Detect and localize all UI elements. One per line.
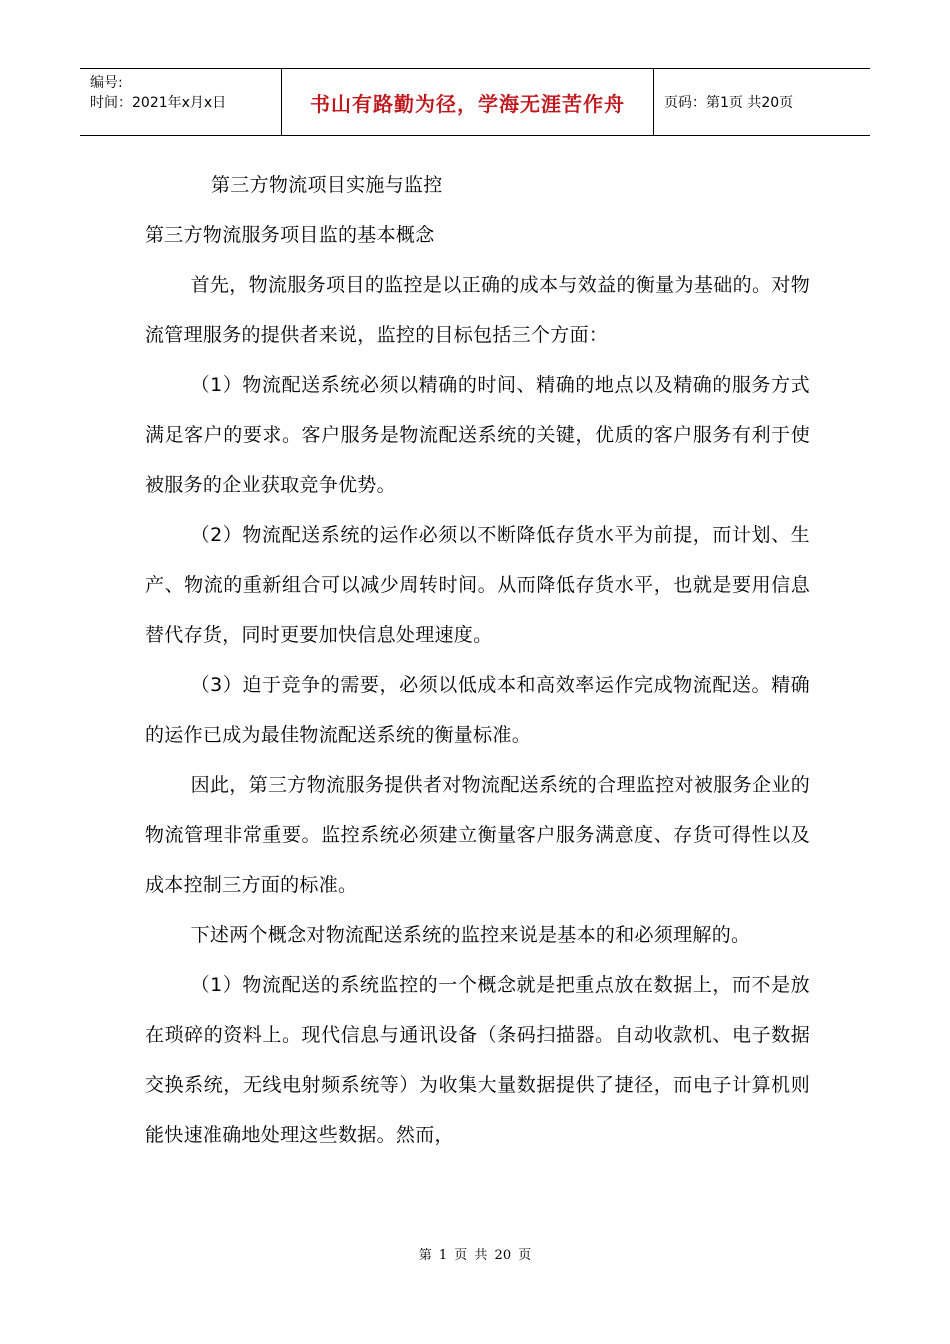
- page-info: 页码：第1页 共20页: [664, 95, 794, 111]
- motto-text: 书山有路勤为径，学海无涯苦作舟: [310, 91, 625, 116]
- date-label: 时间：2021年x月x日: [90, 95, 227, 111]
- header-meta-cell: [80, 69, 282, 135]
- page-footer: [0, 1244, 950, 1263]
- number-label: 编号:: [90, 75, 123, 91]
- paragraph: 因此，第三方物流服务提供者对物流配送系统的合理监控对被服务企业的物流管理非常重要。监控系统必须建立衡量客户服务满意度、存货可得性以及成本控制三方面的标准。: [145, 774, 810, 896]
- paragraph: （3）迫于竞争的需要，必须以低成本和高效率运作完成物流配送。精确的运作已成为最佳物流配送系统的衡量标准。: [145, 674, 810, 746]
- header-page-cell: [654, 69, 870, 135]
- document-body: [145, 160, 810, 1160]
- paragraph: （2）物流配送系统的运作必须以不断降低存货水平为前提，而计划、生产、物流的重新组合可以减少周转时间。从而降低存货水平，也就是要用信息替代存货，同时更要加快信息处理速度。: [145, 524, 810, 646]
- paragraph: 下述两个概念对物流配送系统的监控来说是基本的和必须理解的。: [190, 924, 751, 946]
- paragraph: 首先，物流服务项目的监控是以正确的成本与效益的衡量为基础的。对物流管理服务的提供者来说，监控的目标包括三个方面：: [145, 274, 810, 346]
- section-title: 第三方物流服务项目监的基本概念: [145, 224, 435, 246]
- footer-page-number: 第 1 页 共 20 页: [418, 1248, 532, 1263]
- paragraph: （1）物流配送系统必须以精确的时间、精确的地点以及精确的服务方式满足客户的要求。客户服务是物流配送系统的关键，优质的客户服务有利于使被服务的企业获取竞争优势。: [145, 374, 810, 496]
- document-title: 第三方物流项目实施与监控: [211, 174, 443, 196]
- header-motto-cell: [282, 69, 654, 135]
- header-table: [80, 68, 870, 136]
- paragraph: （1）物流配送的系统监控的一个概念就是把重点放在数据上，而不是放在琐碎的资料上。现代信息与通讯设备（条码扫描器。自动收款机、电子数据交换系统，无线电射频系统等）为收集大量数据提供了捷径，而电子计算机则能快速准确地处理这些数据。然而，: [145, 974, 810, 1146]
